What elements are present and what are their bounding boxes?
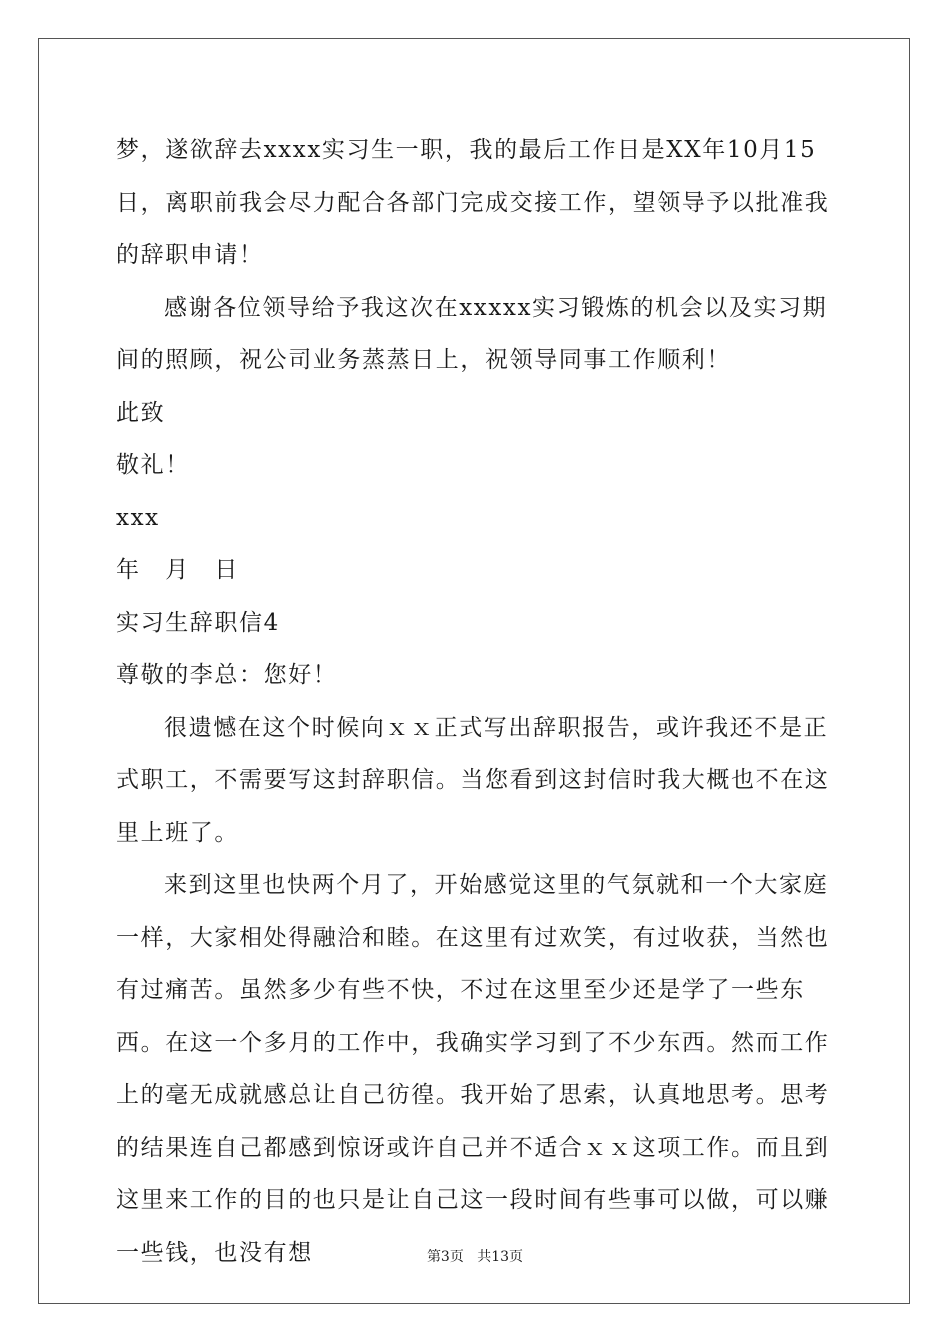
signature-date: 年 月 日 xyxy=(116,557,239,583)
page-number: 第3页 xyxy=(426,1249,464,1265)
paragraph-body-1: 很遗憾在这个时候向ｘｘ正式写出辞职报告，或许我还不是正式职工，不需要写这封辞职信。当您看到这封信时我大概也不在这里上班了。 xyxy=(116,714,830,846)
page-footer xyxy=(0,1246,950,1266)
letter-greeting: 尊敬的李总：您好！ xyxy=(116,662,338,688)
signer-name: xxx xyxy=(116,504,160,531)
paragraph-body-2: 来到这里也快两个月了，开始感觉这里的气氛就和一个大家庭一样，大家相处得融洽和睦。在这里有过欢笑，有过收获，当然也有过痛苦。虽然多少有些不快，不过在这里至少还是学了一些东西。在这一个多月的工作中，我确实学习到了不少东西。然而工作上的毫无成就感总让自己彷徨。我开始了思索，认真地思考。思考的结果连自己都感到惊讶或许自己并不适合ｘｘ这项工作。而且到这里来工作的目的也只是让自己这一段时间有些事可以做，可以赚一些钱，也没有想 xyxy=(116,872,830,1266)
document-body xyxy=(116,124,836,1279)
closing-cizhi: 此致 xyxy=(116,399,166,426)
page-total: 共13页 xyxy=(477,1249,524,1265)
section-title: 实习生辞职信4 xyxy=(116,609,280,636)
paragraph-thanks: 感谢各位领导给予我这次在xxxxx实习锻炼的机会以及实习期间的照顾，祝公司业务蒸蒸日上，祝领导同事工作顺利！ xyxy=(116,294,828,373)
paragraph-continuation: 梦，遂欲辞去xxxx实习生一职，我的最后工作日是XX年10月15日，离职前我会尽力配合各部门完成交接工作，望领导予以批准我的辞职申请！ xyxy=(116,137,830,268)
closing-jingli: 敬礼！ xyxy=(116,452,190,478)
